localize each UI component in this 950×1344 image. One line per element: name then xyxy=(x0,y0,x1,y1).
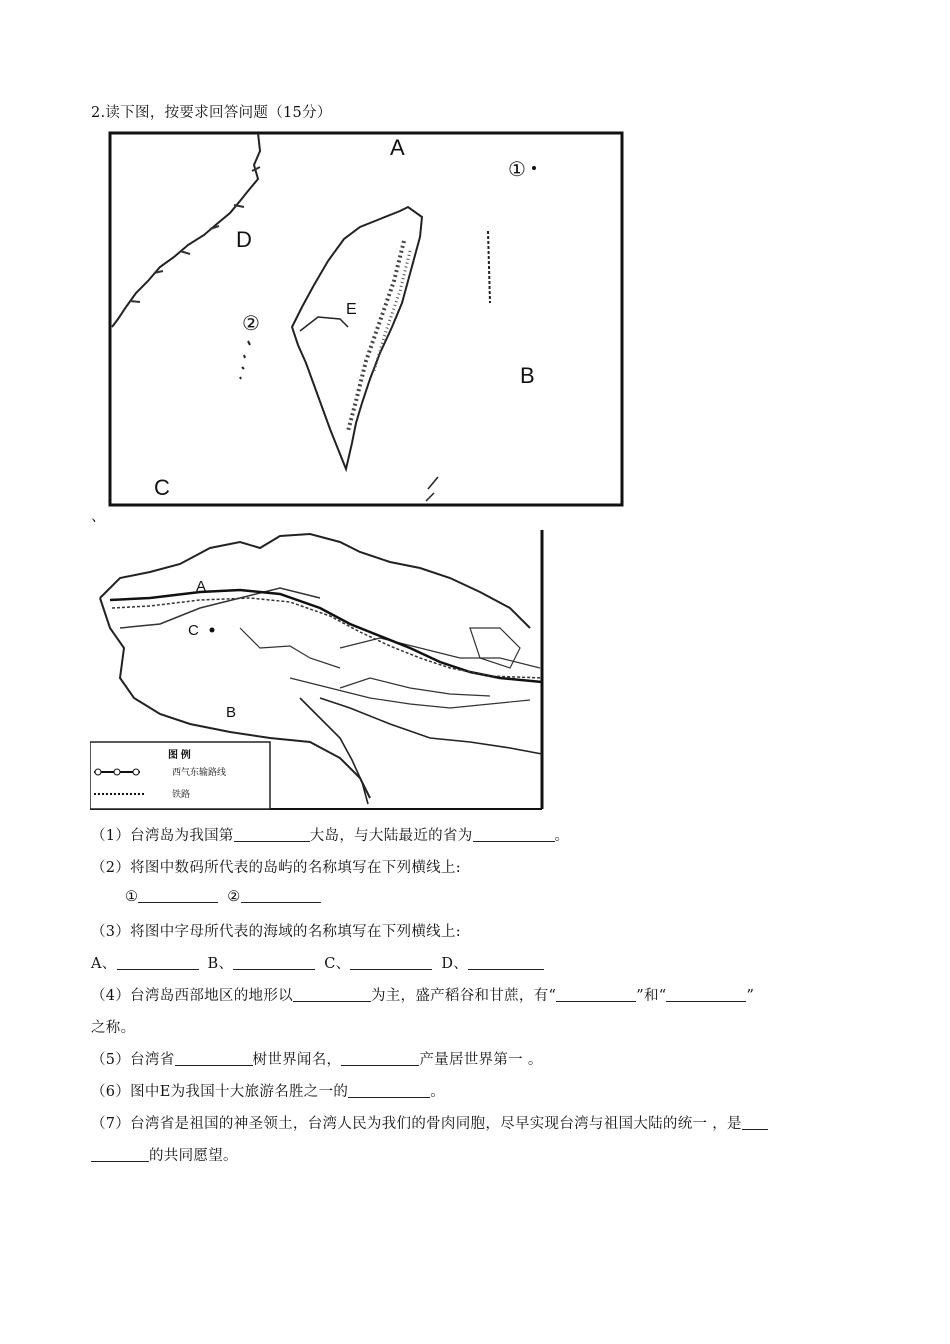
q6-text-b: 。 xyxy=(430,1084,446,1100)
q7-text-b: 的共同愿望。 xyxy=(149,1148,238,1164)
question-4-cont: 之称。 xyxy=(91,1020,136,1036)
map-label-island-2: ② xyxy=(242,313,260,335)
q4-text-c: ”和“ xyxy=(636,988,667,1004)
legend-railway-label: 铁路 xyxy=(172,789,191,799)
q7-text-a: （7）台湾省是祖国的神圣领土，台湾人民为我们的骨肉同胞，尽早实现台湾与祖国大陆的统一 ，是 xyxy=(91,1116,742,1132)
west-map-label-c: C xyxy=(188,622,199,639)
q4-text-a: （4）台湾岛西部地区的地形以 xyxy=(91,988,293,1004)
q1-text-a: （1）台湾岛为我国第 xyxy=(91,828,234,844)
q5-blank-tree[interactable] xyxy=(175,1051,253,1066)
q3-label-a: A、 xyxy=(91,956,117,972)
question-2: （2）将图中数码所代表的岛屿的名称填写在下列横线上: xyxy=(91,860,461,876)
q3-label-d: D、 xyxy=(441,956,469,972)
q2-label-1: ① xyxy=(125,889,139,905)
q4-blank-title-2[interactable] xyxy=(666,987,746,1002)
taiwan-map-drawing xyxy=(108,131,624,507)
question-1 xyxy=(91,824,569,845)
west-map-label-a: A xyxy=(196,578,207,595)
question-2-answers xyxy=(125,888,321,905)
q3-blank-d[interactable] xyxy=(468,955,544,970)
question-title: 2.读下图，按要求回答问题（15分） xyxy=(91,105,332,121)
q2-label-2: ② xyxy=(227,889,241,905)
q7-blank-part-1[interactable] xyxy=(742,1115,768,1130)
q4-text-d: ” xyxy=(746,988,755,1004)
map-label-d: D xyxy=(236,227,252,252)
question-7 xyxy=(91,1112,768,1133)
q4-text-b: 为主，盛产稻谷和甘蔗，有“ xyxy=(370,988,557,1004)
q7-blank-part-2[interactable] xyxy=(91,1147,149,1162)
question-6 xyxy=(91,1080,445,1101)
q5-blank-product[interactable] xyxy=(341,1051,419,1066)
legend-title: 图 例 xyxy=(168,750,191,761)
q2-blank-1[interactable] xyxy=(138,888,218,903)
q5-text-a: （5）台湾省 xyxy=(91,1052,175,1068)
q5-text-b: 树世界闻名， xyxy=(252,1052,342,1068)
question-3: （3）将图中字母所代表的海域的名称填写在下列横线上: xyxy=(91,924,461,940)
question-4 xyxy=(91,984,754,1005)
map-label-b: B xyxy=(520,363,535,388)
q1-text-c: 。 xyxy=(554,828,570,844)
q1-blank-rank[interactable] xyxy=(234,827,310,842)
q5-text-c: 产量居世界第一 。 xyxy=(419,1052,543,1068)
map-label-c: C xyxy=(154,475,170,500)
map-label-island-1: ① xyxy=(508,159,526,181)
q2-blank-2[interactable] xyxy=(241,888,321,903)
separator-mark: 、 xyxy=(91,509,106,525)
q3-label-c: C、 xyxy=(324,956,351,972)
q3-blank-b[interactable] xyxy=(233,955,315,970)
q1-blank-province[interactable] xyxy=(473,827,555,842)
legend-pipeline-label: 西气东输路线 xyxy=(172,767,227,777)
q4-blank-title-1[interactable] xyxy=(556,987,636,1002)
q1-text-b: 大岛，与大陆最近的省为 xyxy=(309,828,473,844)
q6-blank-scenic[interactable] xyxy=(348,1083,430,1098)
question-7-cont xyxy=(91,1144,238,1165)
west-map-label-b: B xyxy=(226,704,237,721)
map-label-e: E xyxy=(346,301,357,318)
q3-blank-c[interactable] xyxy=(350,955,432,970)
q3-label-b: B、 xyxy=(207,956,234,972)
q4-blank-terrain[interactable] xyxy=(293,987,371,1002)
west-china-map xyxy=(90,528,545,811)
taiwan-map xyxy=(108,131,624,507)
west-china-map-drawing xyxy=(90,528,545,811)
q3-blank-a[interactable] xyxy=(117,955,199,970)
map-label-a: A xyxy=(390,135,405,160)
question-5 xyxy=(91,1048,543,1069)
q6-text-a: （6）图中E为我国十大旅游名胜之一的 xyxy=(91,1084,349,1100)
question-3-answers xyxy=(91,952,544,973)
